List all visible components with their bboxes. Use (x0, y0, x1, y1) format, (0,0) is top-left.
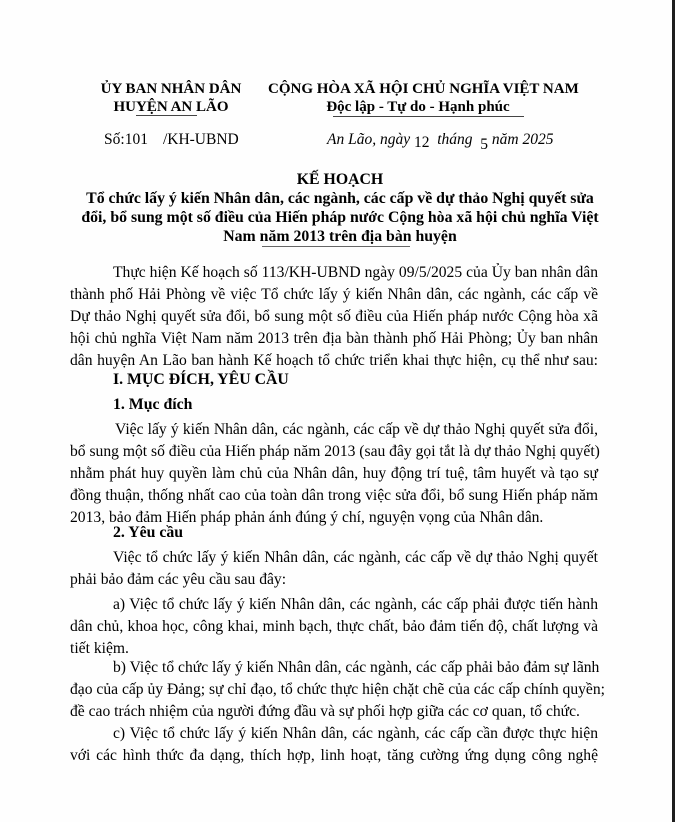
title-subtitle-line: Tổ chức lấy ý kiến Nhân dân, các ngành, các cấp về dự thảo Nghị quyết sửa (86, 190, 594, 207)
paragraph-line: a) Việc tổ chức lấy ý kiến Nhân dân, các ngành, các cấp phải được tiến hành (113, 596, 598, 613)
doc-number-value: 101 (124, 131, 148, 148)
document-title (60, 170, 620, 246)
paragraph-line: đề cao trách nhiệm của người đứng đầu và sự phối hợp giữa các cơ quan, tổ chức. (70, 703, 580, 720)
section-heading: I. MỤC ĐÍCH, YÊU CẦU (113, 371, 289, 388)
paragraph-line: Thực hiện Kế hoạch số 113/KH-UBND ngày 09/5/2025 của Ủy ban nhân dân (113, 264, 598, 281)
title-heading: KẾ HOẠCH (296, 171, 384, 188)
nation-name: CỘNG HÒA XÃ HỘI CHỦ NGHĨA VIỆT NAM (268, 81, 579, 97)
paragraph-line: phải bảo đảm các yêu cầu sau đây: (70, 571, 287, 588)
paragraph-line: Dự thảo Nghị quyết sửa đổi, bổ sung một số điều của Hiến pháp nước Cộng hòa xã (70, 308, 598, 325)
paragraph-line: dân chủ, khoa học, công khai, minh bạch, thực chất, bảo đảm tiến độ, chất lượng và (70, 618, 598, 635)
date-year: năm 2025 (491, 131, 554, 148)
date-line (327, 131, 554, 153)
paragraph-line: đồng thuận, thống nhất cao của toàn dân trong việc sửa đổi, bổ sung Hiến pháp năm (70, 487, 598, 504)
paragraph-line: 2013, bảo đảm Hiến pháp phản ánh đúng ý chí, nguyện vọng của Nhân dân. (70, 509, 544, 526)
paragraph-line: bổ sung một số điều của Hiến pháp năm 2013 (sau đây gọi tắt là dự thảo Nghị quyết) (70, 443, 600, 460)
title-subtitle-line: đổi, bổ sung một số điều của Hiến pháp nước Cộng hòa xã hội chủ nghĩa Việt (81, 209, 599, 226)
motto-underline (333, 116, 524, 117)
paragraph-line: Việc tổ chức lấy ý kiến Nhân dân, các ngành, các cấp về dự thảo Nghị quyết (113, 549, 598, 566)
doc-number-prefix: Số: (104, 131, 125, 148)
doc-number (104, 131, 239, 149)
national-header (268, 80, 579, 116)
title-underline (262, 246, 410, 247)
national-motto: Độc lập - Tự do - Hạnh phúc (326, 99, 510, 115)
requirements-intro (70, 547, 598, 591)
subsection-heading-requirements: 2. Yêu cầu (113, 524, 184, 541)
paragraph-line: thành phố Hải Phòng về việc Tổ chức lấy ý kiến Nhân dân, các ngành, các cấp về (70, 286, 598, 303)
date-place: An Lão, ngày (327, 131, 411, 148)
purpose-paragraph (70, 419, 598, 529)
paragraph-line: tiết kiệm. (70, 640, 129, 657)
requirement-b (70, 657, 605, 723)
date-day: 12 (413, 134, 430, 151)
paragraph-line: hội chủ nghĩa Việt Nam năm 2013 trên địa bàn thành phố Hải Phòng; Ủy ban nhân (70, 330, 598, 347)
paragraph-line: b) Việc tổ chức lấy ý kiến Nhân dân, các ngành, các cấp phải bảo đảm sự lãnh (113, 659, 600, 676)
intro-paragraph (70, 262, 598, 372)
subsection-heading-purpose: 1. Mục đích (113, 396, 193, 413)
title-subtitle-line: Nam năm 2013 trên địa bàn huyện (223, 228, 457, 245)
issuing-org (96, 80, 246, 116)
paragraph-line: nhằm phát huy quyền làm chủ của Nhân dân, huy động trí tuệ, tâm huyết và tạo sự (70, 465, 598, 482)
date-month: 5 (480, 136, 489, 153)
org-underline (136, 115, 197, 116)
requirement-a (70, 594, 598, 660)
paragraph-line: dân huyện An Lão ban hành Kế hoạch tổ chức triển khai thực hiện, cụ thể như sau: (70, 352, 598, 369)
paragraph-line: Việc lấy ý kiến Nhân dân, các ngành, các cấp về dự thảo Nghị quyết sửa đổi, (115, 421, 598, 438)
paragraph-line: với các hình thức đa dạng, thích hợp, linh hoạt, tăng cường ứng dụng công nghệ (70, 747, 598, 764)
org-line-2: HUYỆN AN LÃO (113, 99, 229, 115)
paragraph-line: đạo của cấp ủy Đảng; sự chỉ đạo, tổ chức thực hiện chặt chẽ của các cấp chính quyền; (70, 681, 605, 698)
paragraph-line: c) Việc tổ chức lấy ý kiến Nhân dân, các ngành, các cấp cần được thực hiện (113, 725, 598, 742)
org-line-1: ỦY BAN NHÂN DÂN (100, 81, 242, 97)
requirement-c (70, 723, 598, 767)
doc-number-suffix: /KH-UBND (162, 131, 239, 148)
date-month-label: tháng (437, 131, 473, 148)
